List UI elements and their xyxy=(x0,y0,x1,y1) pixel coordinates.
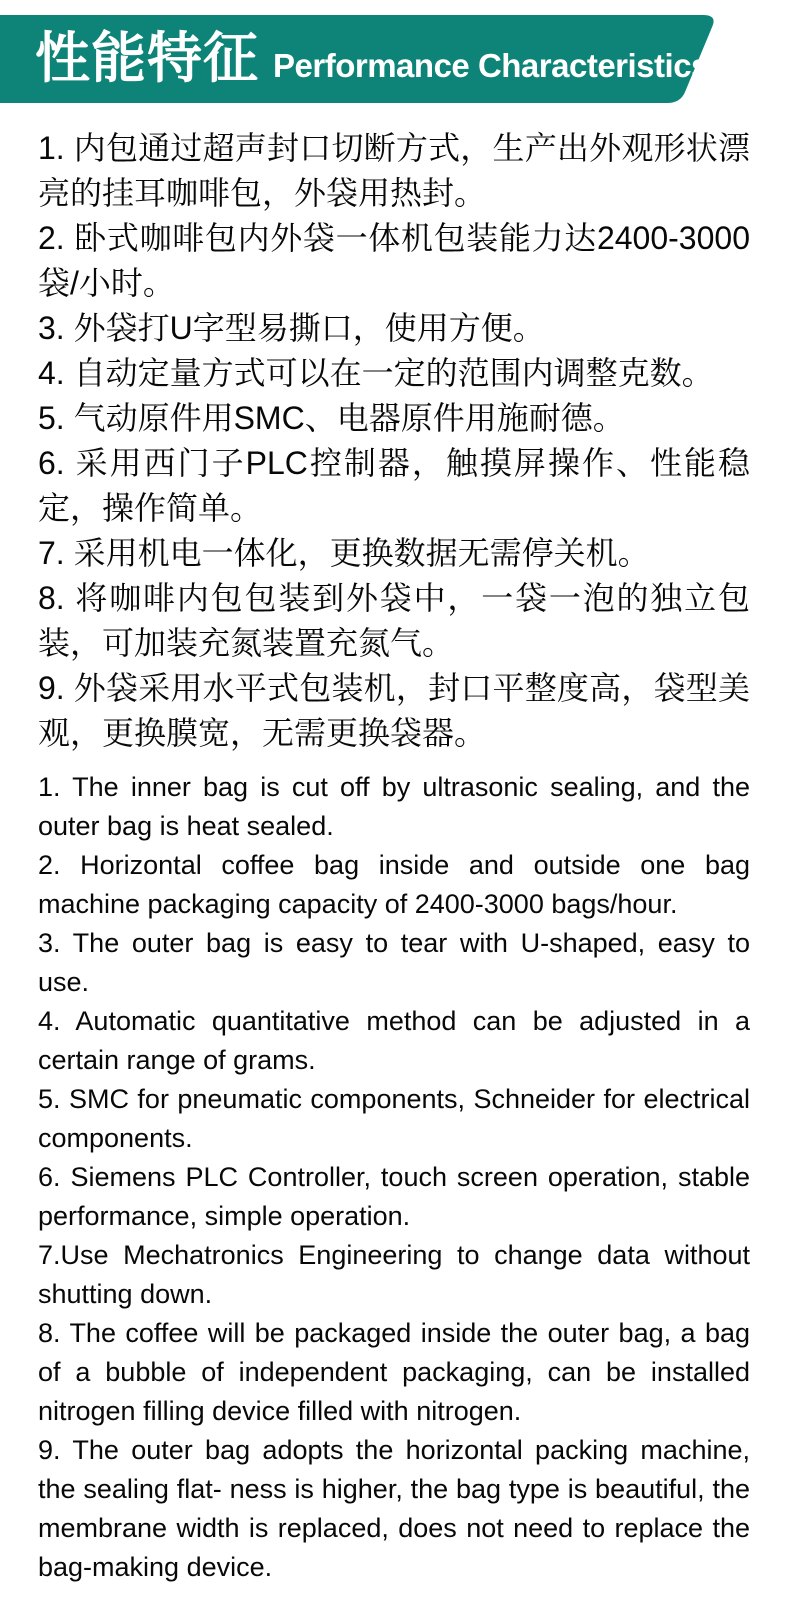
feature-zh-item-2: 2. 卧式咖啡包内外袋一体机包装能力达2400-3000袋/小时。 xyxy=(38,220,750,301)
feature-en-item-2: 2. Horizontal coffee bag inside and outside one bag machine packaging capacity of 2400-3000 bags/hour. xyxy=(38,850,750,919)
feature-zh-item-5: 5. 气动原件用SMC、电器原件用施耐德。 xyxy=(38,400,625,436)
section-title-zh: 性能特征 xyxy=(35,27,260,89)
product-description-page xyxy=(0,15,790,1587)
feature-en-item-7: 7.Use Mechatronics Engineering to change data without shutting down. xyxy=(38,1240,750,1309)
banner-title-row xyxy=(35,15,735,103)
feature-zh-item-7: 7. 采用机电一体化，更换数据无需停关机。 xyxy=(38,535,650,571)
feature-zh-item-4: 4. 自动定量方式可以在一定的范围内调整克数。 xyxy=(38,355,714,391)
feature-en-item-1: 1. The inner bag is cut off by ultrasonic sealing, and the outer bag is heat sealed. xyxy=(38,772,750,841)
feature-zh-item-1: 1. 内包通过超声封口切断方式，生产出外观形状漂亮的挂耳咖啡包，外袋用热封。 xyxy=(38,130,750,211)
feature-en-item-5: 5. SMC for pneumatic components, Schneider for electrical components. xyxy=(38,1084,750,1153)
feature-en-item-9: 9. The outer bag adopts the horizontal packing machine, the sealing flat- ness is higher, the bag type is beautiful, the membrane width is replaced, does not need to replace the bag-making device. xyxy=(38,1435,750,1582)
feature-en-item-6: 6. Siemens PLC Controller, touch screen operation, stable performance, simple operation. xyxy=(38,1162,750,1231)
section-title-en: Performance Characteristics xyxy=(273,47,709,84)
feature-zh-item-3: 3. 外袋打U字型易撕口，使用方便。 xyxy=(38,310,545,346)
feature-zh-item-8: 8. 将咖啡内包包装到外袋中，一袋一泡的独立包装，可加装充氮装置充氮气。 xyxy=(38,580,750,661)
feature-en-item-8: 8. The coffee will be packaged inside the outer bag, a bag of a bubble of independent packaging, can be installed nitrogen filling device filled with nitrogen. xyxy=(38,1318,750,1426)
feature-zh-item-9: 9. 外袋采用水平式包装机，封口平整度高，袋型美观，更换膜宽，无需更换袋器。 xyxy=(38,670,750,751)
feature-en-item-4: 4. Automatic quantitative method can be adjusted in a certain range of grams. xyxy=(38,1006,750,1075)
feature-en-item-3: 3. The outer bag is easy to tear with U-shaped, easy to use. xyxy=(38,928,750,997)
feature-zh-item-6: 6. 采用西门子PLC控制器，触摸屏操作、性能稳定，操作简单。 xyxy=(38,445,750,526)
performance-banner xyxy=(0,15,790,103)
feature-content xyxy=(0,126,790,1587)
features-zh-list xyxy=(38,126,750,756)
features-en-list xyxy=(38,768,750,1587)
